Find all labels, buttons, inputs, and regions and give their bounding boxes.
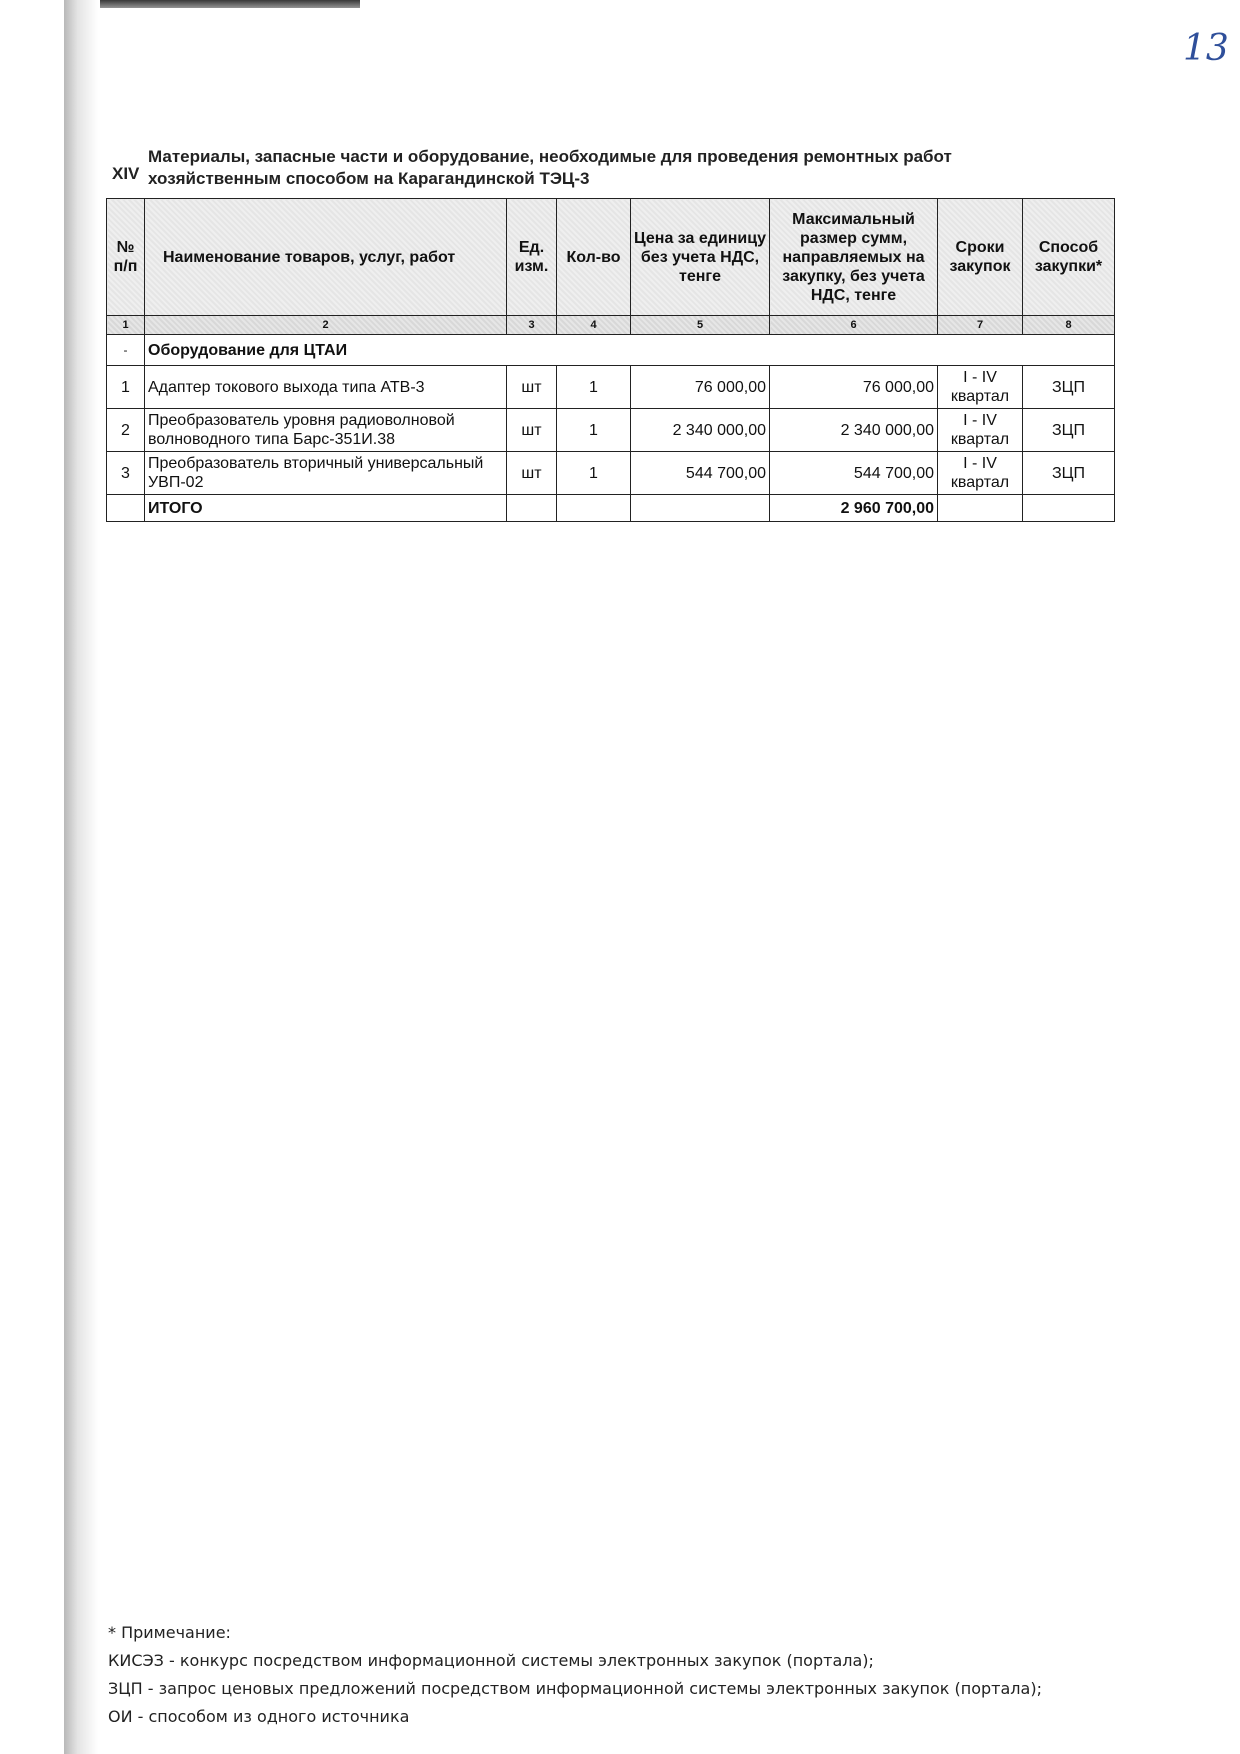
row-unit: шт	[507, 452, 557, 495]
row-term-line2: квартал	[950, 431, 1010, 448]
header-price: Цена за единицу без учета НДС, тенге	[631, 199, 770, 316]
row-term-line1: I - IV	[963, 369, 997, 386]
note-line: ОИ - способом из одного источника	[108, 1707, 410, 1726]
total-label: ИТОГО	[145, 495, 507, 522]
column-number: 5	[631, 316, 770, 335]
row-qty: 1	[557, 409, 631, 452]
column-number: 6	[770, 316, 938, 335]
row-qty: 1	[557, 366, 631, 409]
group-row	[107, 335, 1115, 366]
column-number: 8	[1023, 316, 1115, 335]
purchase-table	[106, 198, 1115, 522]
row-term	[938, 452, 1023, 495]
total-empty-cell	[1023, 495, 1115, 522]
header-name: Наименование товаров, услуг, работ	[145, 199, 507, 316]
table-header-row	[107, 199, 1115, 316]
row-term	[938, 366, 1023, 409]
row-term-line2: квартал	[950, 474, 1010, 491]
column-number: 2	[145, 316, 507, 335]
group-marker: -	[107, 335, 145, 366]
header-unit: Ед. изм.	[507, 199, 557, 316]
header-term: Сроки закупок	[938, 199, 1023, 316]
row-total: 544 700,00	[770, 452, 938, 495]
table-row	[107, 409, 1115, 452]
row-term-line1: I - IV	[963, 455, 997, 472]
total-empty-cell	[557, 495, 631, 522]
row-total: 2 340 000,00	[770, 409, 938, 452]
header-qty: Кол-во	[557, 199, 631, 316]
total-empty-cell	[107, 495, 145, 522]
row-price: 2 340 000,00	[631, 409, 770, 452]
section-number: XIV	[112, 164, 140, 183]
row-price: 544 700,00	[631, 452, 770, 495]
scan-page-edge	[64, 0, 98, 1754]
total-empty-cell	[507, 495, 557, 522]
row-method: ЗЦП	[1023, 366, 1115, 409]
header-num: № п/п	[107, 199, 145, 316]
note-heading: * Примечание:	[108, 1623, 231, 1642]
section-title: Материалы, запасные части и оборудование, необходимые для проведения ремонтных работ хозяйственным способом на Карагандинской ТЭЦ-3	[148, 147, 952, 188]
row-name: Преобразователь вторичный универсальный УВП-02	[145, 452, 507, 495]
row-term-line2: квартал	[950, 388, 1010, 405]
column-number: 4	[557, 316, 631, 335]
row-name: Преобразователь уровня радиоволновой волноводного типа Барс-351И.38	[145, 409, 507, 452]
table-row	[107, 452, 1115, 495]
row-unit: шт	[507, 366, 557, 409]
row-term-line1: I - IV	[963, 412, 997, 429]
header-method: Способ закупки*	[1023, 199, 1115, 316]
row-qty: 1	[557, 452, 631, 495]
handwritten-page-number: 13	[1183, 28, 1229, 69]
total-row	[107, 495, 1115, 522]
row-method: ЗЦП	[1023, 452, 1115, 495]
row-num: 2	[107, 409, 145, 452]
column-number-row	[107, 316, 1115, 335]
total-value: 2 960 700,00	[770, 495, 938, 522]
row-unit: шт	[507, 409, 557, 452]
total-empty-cell	[938, 495, 1023, 522]
header-max-sum: Максимальный размер сумм, направляемых на закупку, без учета НДС, тенге	[770, 199, 938, 316]
row-num: 3	[107, 452, 145, 495]
note-line: ЗЦП - запрос ценовых предложений посредством информационной системы электронных закупок (портала);	[108, 1679, 1042, 1698]
column-number: 1	[107, 316, 145, 335]
column-number: 7	[938, 316, 1023, 335]
column-number: 3	[507, 316, 557, 335]
row-term	[938, 409, 1023, 452]
row-price: 76 000,00	[631, 366, 770, 409]
row-num: 1	[107, 366, 145, 409]
group-title: Оборудование для ЦТАИ	[145, 335, 1115, 366]
row-method: ЗЦП	[1023, 409, 1115, 452]
scan-top-mark	[100, 0, 360, 8]
total-empty-cell	[631, 495, 770, 522]
row-name: Адаптер токового выхода типа АТВ-3	[145, 366, 507, 409]
table-row	[107, 366, 1115, 409]
note-line: КИСЭЗ - конкурс посредством информационной системы электронных закупок (портала);	[108, 1651, 874, 1670]
row-total: 76 000,00	[770, 366, 938, 409]
